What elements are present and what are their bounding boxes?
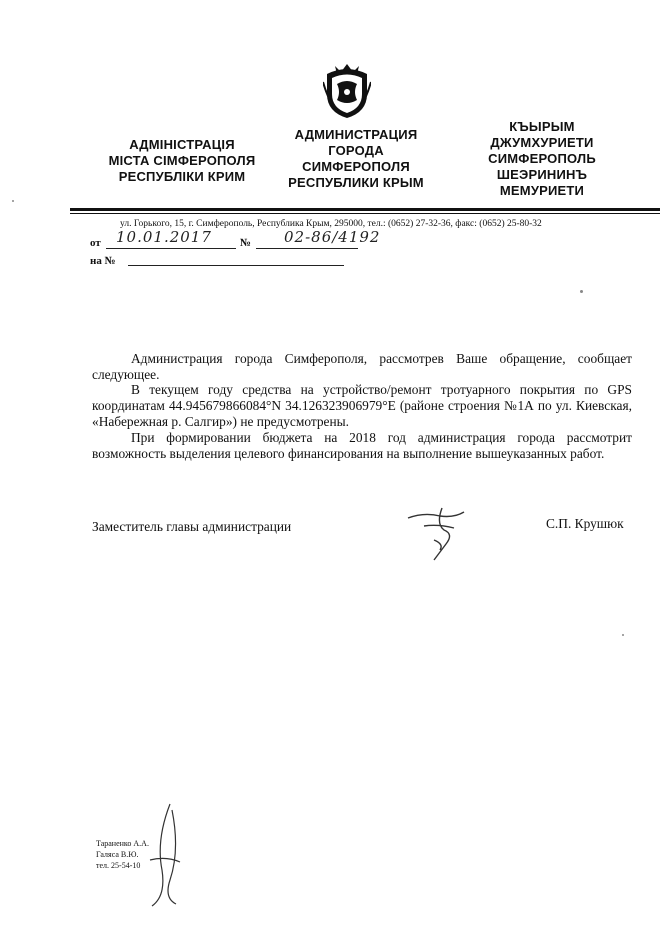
number-label: № — [240, 237, 252, 249]
signatory-position: Заместитель главы администрации — [92, 519, 292, 534]
header-uk-line: АДМІНІСТРАЦІЯ — [129, 137, 235, 152]
address-line: ул. Горького, 15, г. Симферополь, Республика Крым, 295000, тел.: (0652) 27-32-36, факс: (0652) 25-80-32 — [120, 219, 542, 229]
scan-speck — [12, 200, 14, 202]
header-russian — [276, 127, 436, 191]
paragraph-funding: В текущем году средства на устройство/ремонт тротуарного покрытия по GPS координатам 44.945679866084°N 34.126323906979°E (районе строения №1А по ул. Киевская, «Набережная р. Салгир») не предусмотрены. — [92, 382, 632, 429]
scan-speck — [580, 290, 583, 293]
header-ru-line: АДМИНИСТРАЦИЯ — [294, 127, 418, 142]
header-divider-thin — [70, 213, 660, 214]
header-ru-line: РЕСПУБЛИКИ КРЫМ — [288, 175, 424, 190]
header-crh-line: КЪЫРЫМ — [509, 119, 575, 134]
handwritten-date: 10.01.2017 — [116, 228, 212, 246]
header-uk-line: РЕСПУБЛІКИ КРИМ — [118, 169, 246, 184]
header-divider — [70, 208, 660, 211]
executor-line: Тараненко А.А. — [96, 839, 149, 848]
header-crh-line: СИМФЕРОПОЛЬ — [488, 151, 596, 166]
paragraph-budget: При формировании бюджета на 2018 год администрация города рассмотрит возможность выделения целевого финансирования на выполнение вышеуказанных работ. — [92, 430, 632, 461]
header-crh-line: МЕМУРИЕТИ — [499, 183, 585, 198]
date-underline — [106, 248, 236, 249]
header-ukrainian — [82, 137, 282, 185]
header-ru-line: ГОРОДА — [328, 143, 384, 158]
executor-line: Галяса В.Ю. — [96, 850, 139, 859]
header-ru-line: СИМФЕРОПОЛЯ — [302, 159, 410, 174]
header-crh-line: ДЖУМХУРИЕТИ — [490, 135, 594, 150]
coat-of-arms-icon — [323, 62, 371, 120]
handwritten-number: 02-86/4192 — [284, 228, 381, 246]
signatory-name: С.П. Крушюк — [546, 516, 624, 531]
initials-scribble-icon — [140, 800, 190, 910]
signature-icon — [404, 504, 470, 564]
paragraph-intro: Администрация города Симферополя, рассмотрев Ваше обращение, сообщает следующее. — [92, 351, 632, 382]
scan-speck — [622, 634, 624, 636]
header-crh-line: ШЕЭРИНИНЪ — [496, 167, 588, 182]
ref-number-label: на № — [90, 255, 116, 267]
date-label: от — [90, 237, 101, 249]
ref-number-underline — [128, 265, 344, 266]
number-underline — [256, 248, 358, 249]
header-crimean-tatar — [462, 119, 622, 199]
executor-phone: тел. 25-54-10 — [96, 861, 141, 870]
header-uk-line: МІСТА СІМФЕРОПОЛЯ — [108, 153, 256, 168]
